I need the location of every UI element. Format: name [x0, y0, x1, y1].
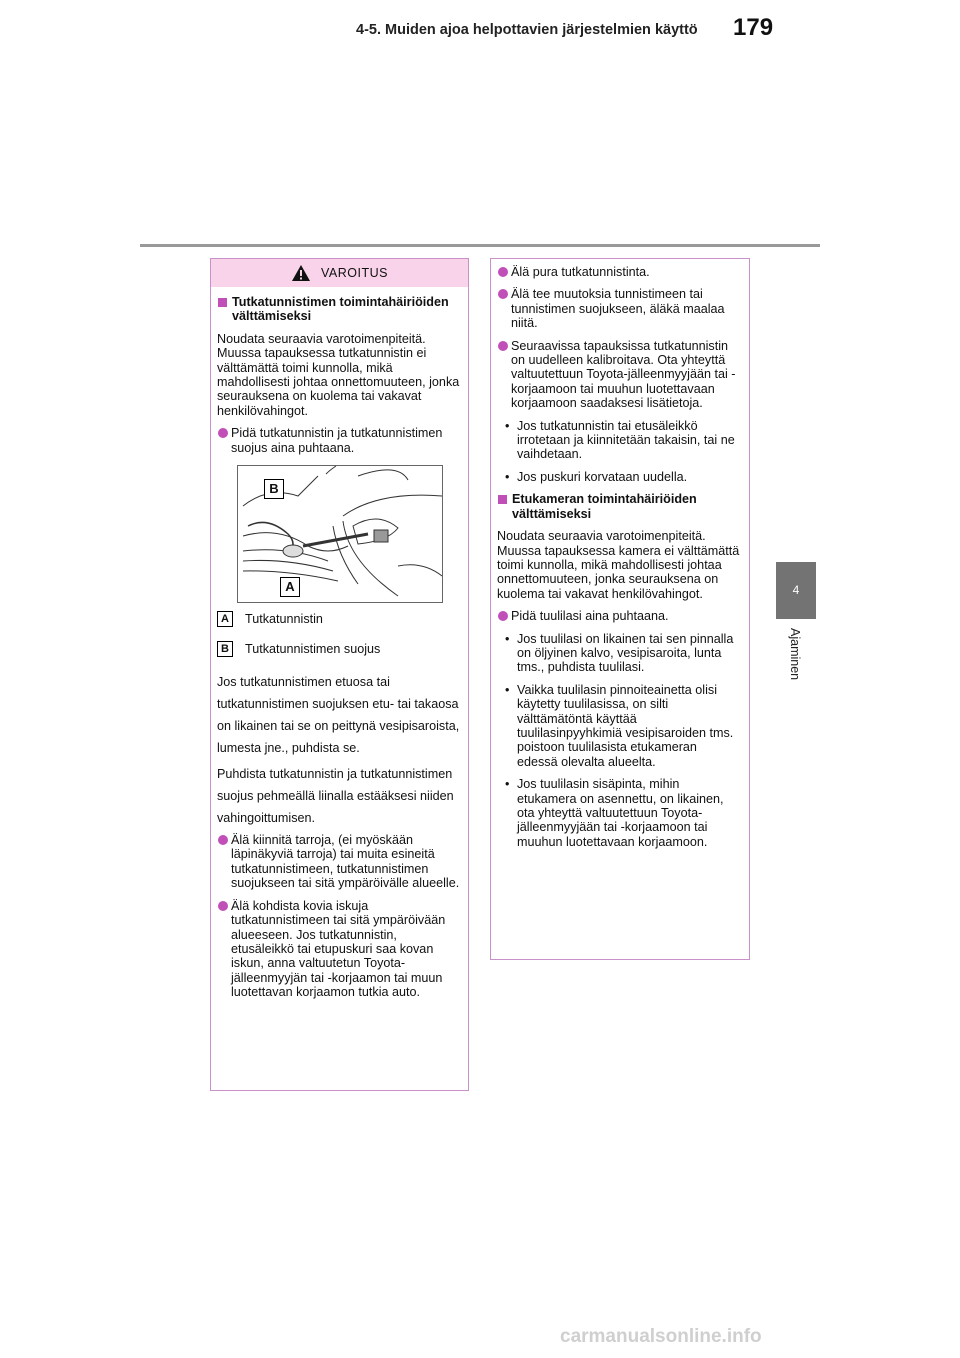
radar-heading-text: Tutkatunnistimen toimintahäiriöiden välttämiseksi — [232, 295, 449, 324]
small-bullet-icon: • — [505, 777, 510, 792]
sub-list-item — [505, 777, 741, 849]
page-number: 179 — [733, 14, 774, 41]
small-bullet-icon: • — [505, 469, 510, 484]
sub-list-item — [505, 419, 741, 462]
list-item — [497, 609, 741, 623]
small-bullet-icon: • — [505, 682, 510, 697]
legend-badge-b: B — [217, 641, 233, 657]
radar-intro: Noudata seuraavia varotoimenpiteitä. Muussa tapauksessa tutkatunnistin ei välttämättä toimi kunnolla, mikä mahdollisesti johtaa onnettomuuteen, jonka seurauksena on kuolema tai vakavat henkilövahingot. — [217, 331, 460, 418]
sub-list-item-text: Jos puskuri korvataan uudella. — [517, 469, 688, 484]
round-bullet-icon — [218, 428, 228, 438]
list-item-text: Älä kiinnitä tarroja, (ei myöskään läpinäkyviä tarroja) tai muita esineitä tutkatunnistimeen, tutkatunnistimen suojukseen tai sitä ympäröivälle alueelle. — [231, 833, 460, 891]
round-bullet-icon — [498, 611, 508, 621]
section-title: 4-5. Muiden ajoa helpottavien järjestelmien käyttö — [356, 22, 698, 38]
square-bullet-icon — [218, 298, 227, 307]
radar-heading — [217, 295, 460, 324]
warning-box-right — [490, 258, 750, 960]
warning-triangle-icon — [291, 264, 311, 282]
list-item — [217, 426, 460, 455]
legend-b — [217, 641, 460, 657]
sub-list-item — [505, 632, 741, 675]
list-item-text: Seuraavissa tapauksissa tutkatunnistin on uudelleen kalibroitava. Ota yhteyttä valtuutettuun Toyota-jälleenmyyjään tai -korjaamoon tai muuhun luotettavaan korjaamoon saadaksesi lisätietoja. — [511, 338, 736, 411]
sub-list-item-text: Jos tuulilasi on likainen tai sen pinnalla on öljyinen kalvo, vesipisaroita, lunta tms., puhdista tuulilasi. — [517, 631, 734, 675]
square-bullet-icon — [498, 495, 507, 504]
sub-list-item — [505, 470, 741, 484]
header-rule — [140, 244, 820, 247]
list-item-text: Pidä tutkatunnistin ja tutkatunnistimen suojus aina puhtaana. — [231, 426, 443, 455]
legend-text-a: Tutkatunnistin — [245, 611, 323, 626]
round-bullet-icon — [498, 289, 508, 299]
sub-list-item-text: Vaikka tuulilasin pinnoiteainetta olisi käytetty tuulilasissa, on silti välttämätöntä käyttää tuulilasinpyyhkimiä vesipisaroiden tms. poistoon tuulilasista etukameran edessä olevalta alueelta. — [517, 682, 734, 769]
camera-heading — [497, 492, 741, 521]
list-item — [497, 265, 741, 279]
list-item — [217, 833, 460, 891]
warning-label: VAROITUS — [321, 266, 388, 280]
list-item-text: Pidä tuulilasi aina puhtaana. — [511, 609, 669, 624]
sub-list-item — [505, 683, 741, 769]
chapter-tab[interactable]: 4 — [776, 562, 816, 619]
camera-heading-text: Etukameran toimintahäiriöiden välttämiseksi — [512, 492, 697, 521]
chapter-label: Ajaminen — [788, 628, 802, 681]
footer-watermark[interactable]: carmanualsonline.info — [560, 1326, 762, 1347]
camera-intro: Noudata seuraavia varotoimenpiteitä. Muussa tapauksessa kamera ei välttämättä toimi kunnolla, mikä mahdollisesti johtaa onnettomuuteen, jonka seurauksena on kuolema tai vakavat henkilövahingot. — [497, 529, 740, 601]
list-item-text: Älä pura tutkatunnistinta. — [511, 265, 650, 279]
small-bullet-icon: • — [505, 418, 510, 433]
list-item — [497, 339, 741, 411]
sub-list-item-text: Jos tutkatunnistin tai etusäleikkö irrotetaan ja kiinnitetään takaisin, tai ne vaihdetaan. — [517, 418, 735, 462]
radar-sensor-illustration — [237, 465, 443, 603]
legend-text-b: Tutkatunnistimen suojus — [245, 641, 381, 656]
warning-box-left — [210, 258, 469, 1091]
round-bullet-icon — [218, 901, 228, 911]
list-item-text: Älä kohdista kovia iskuja tutkatunnistimeen tai sitä ympäröivään alueeseen. Jos tutkatunnistin, etusäleikkö tai etupuskuri saa kovan iskun, anna valtuutetun Toyota-jälleenmyyjän tai -korjaamon tai muun luotettavan korjaamon tutkia auto. — [231, 898, 446, 1000]
round-bullet-icon — [498, 267, 508, 277]
fig-label-b: B — [264, 479, 284, 499]
list-item-text: Älä tee muutoksia tunnistimeen tai tunnistimen suojukseen, äläkä maalaa niitä. — [511, 287, 725, 331]
cleaning-paragraph: Jos tutkatunnistimen etuosa tai tutkatunnistimen suojuksen etu- tai takaosa on likainen tai se on peittynä vesipisaroista, lumesta jne., puhdista se. — [217, 675, 460, 756]
round-bullet-icon — [218, 835, 228, 845]
fig-label-a: A — [280, 577, 300, 597]
legend-badge-a: A — [217, 611, 233, 627]
list-item — [497, 287, 741, 330]
legend-a — [217, 611, 460, 627]
small-bullet-icon: • — [505, 631, 510, 646]
warning-header — [211, 259, 468, 287]
soft-cloth-paragraph: Puhdista tutkatunnistin ja tutkatunnistimen suojus pehmeällä liinalla estääksesi niiden vahingoittumisen. — [217, 767, 454, 826]
list-item — [217, 899, 460, 1000]
round-bullet-icon — [498, 341, 508, 351]
sub-list-item-text: Jos tuulilasin sisäpinta, mihin etukamera on asennettu, on likainen, ota yhteyttä valtuutettuun Toyota-jälleenmyyjään tai -korjaamoon tai muuhun luotettavaan korjaamoon. — [517, 777, 724, 849]
